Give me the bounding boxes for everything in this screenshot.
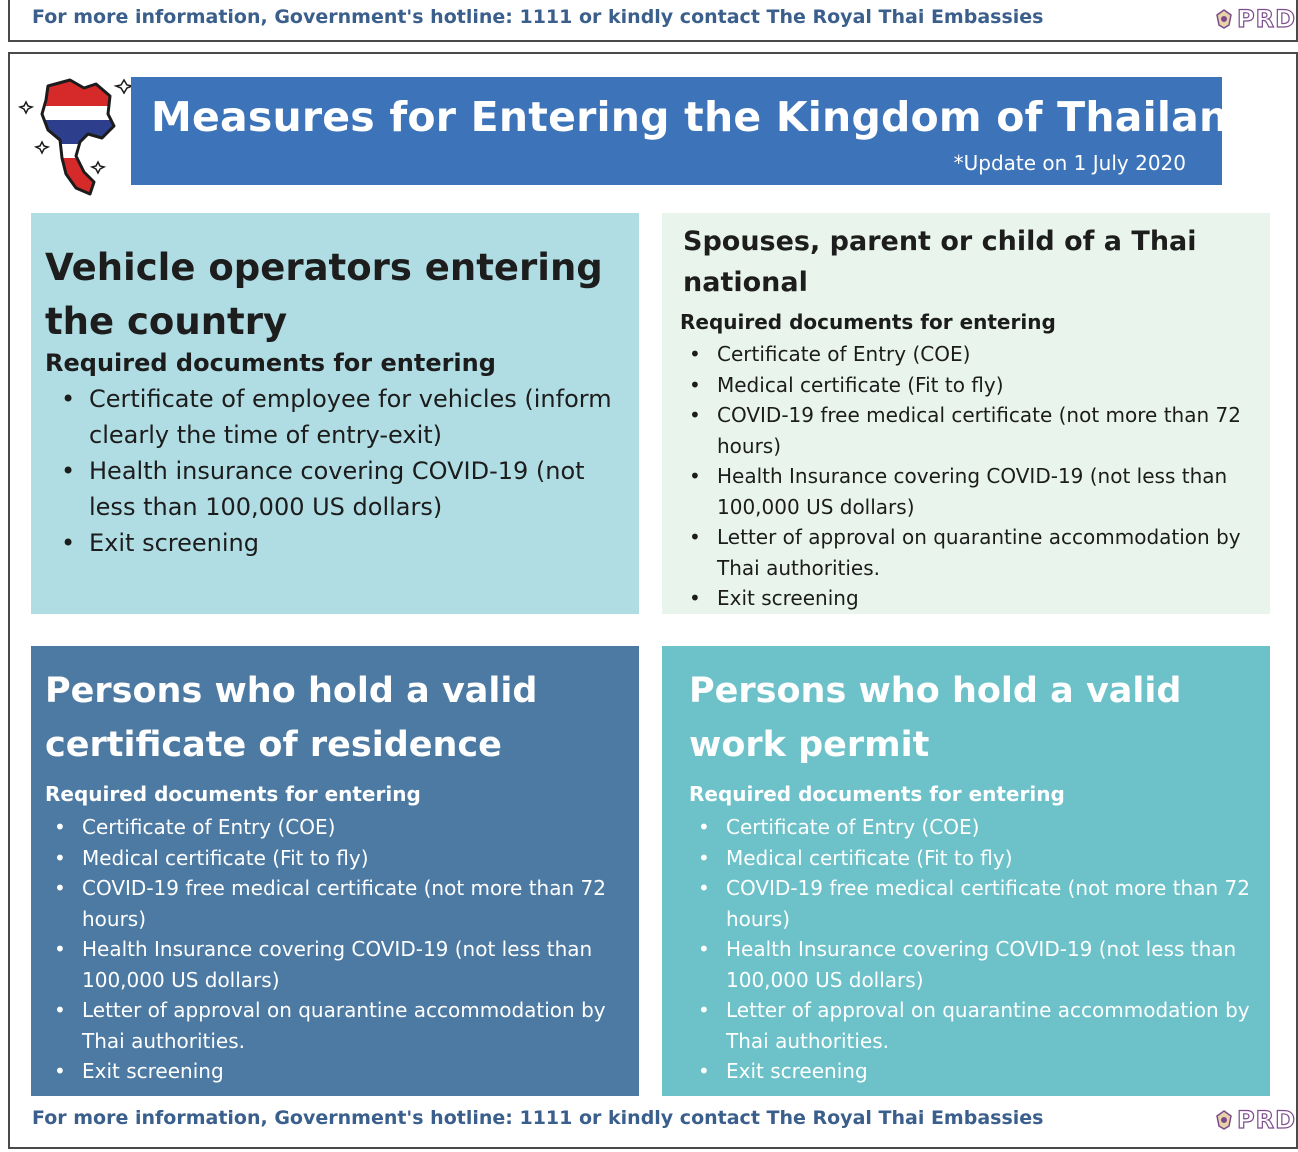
list-item: • Medical certificate (Fit to fly) (726, 843, 1266, 874)
panel-heading: Persons who hold a valid certificate of residence (45, 671, 538, 765)
requirements-list (717, 339, 1262, 614)
panel-subheading: Required documents for entering (45, 349, 496, 377)
list-item: • Certificate of employee for vehicles (inform clearly the time of entry-exit) (89, 381, 629, 453)
panel-heading: Persons who hold a valid work permit (689, 671, 1182, 765)
requirements-list (82, 812, 622, 1087)
list-item: • Medical certificate (Fit to fly) (717, 370, 1262, 401)
list-item: • Letter of approval on quarantine accommodation by Thai authorities. (717, 522, 1262, 583)
list-item: • Certificate of Entry (COE) (717, 339, 1262, 370)
panel-subheading: Required documents for entering (689, 782, 1065, 806)
list-item: • Exit screening (717, 583, 1262, 614)
list-item: • Exit screening (726, 1056, 1266, 1087)
list-item: • Certificate of Entry (COE) (82, 812, 622, 843)
top-hotline-text: For more information, Government's hotline: 1111 or kindly contact The Royal Thai Embassies (32, 6, 1044, 28)
list-item: • Health Insurance covering COVID-19 (not less than 100,000 US dollars) (726, 934, 1266, 995)
list-item: • Exit screening (89, 525, 629, 561)
vehicle-operators-panel (31, 213, 639, 614)
prd-logo-text: PRD (1237, 1106, 1296, 1134)
prd-logo-text: PRD (1237, 5, 1296, 33)
bottom-hotline-text: For more information, Government's hotline: 1111 or kindly contact The Royal Thai Embassies (32, 1107, 1044, 1129)
prd-logo-top (1215, 5, 1296, 33)
list-item: • COVID-19 free medical certificate (not more than 72 hours) (726, 873, 1266, 934)
prd-logo-icon (1215, 1110, 1233, 1130)
list-item: • COVID-19 free medical certificate (not more than 72 hours) (82, 873, 622, 934)
list-item: • Medical certificate (Fit to fly) (82, 843, 622, 874)
panel-subheading: Required documents for entering (45, 782, 421, 806)
page-title: Measures for Entering the Kingdom of Thailand (151, 93, 1258, 141)
list-item: • Letter of approval on quarantine accommodation by Thai authorities. (726, 995, 1266, 1056)
thailand-flag-map-icon (18, 76, 136, 200)
list-item: • Exit screening (82, 1056, 622, 1087)
panel-heading: Spouses, parent or child of a Thai national (683, 226, 1197, 298)
list-item: • Health insurance covering COVID-19 (not less than 100,000 US dollars) (89, 453, 629, 525)
list-item: • Letter of approval on quarantine accommodation by Thai authorities. (82, 995, 622, 1056)
update-note: *Update on 1 July 2020 (953, 151, 1186, 175)
spouses-parent-child-panel (662, 213, 1270, 614)
prd-logo-icon (1215, 9, 1233, 29)
list-item: • COVID-19 free medical certificate (not more than 72 hours) (717, 400, 1262, 461)
list-item: • Certificate of Entry (COE) (726, 812, 1266, 843)
list-item: • Health Insurance covering COVID-19 (not less than 100,000 US dollars) (82, 934, 622, 995)
panel-heading: Vehicle operators entering the country (45, 246, 603, 343)
work-permit-panel (662, 646, 1270, 1096)
panel-subheading: Required documents for entering (680, 310, 1056, 334)
requirements-list (726, 812, 1266, 1087)
requirements-list (89, 381, 629, 561)
list-item: • Health Insurance covering COVID-19 (not less than 100,000 US dollars) (717, 461, 1262, 522)
certificate-of-residence-panel (31, 646, 639, 1096)
title-banner (131, 77, 1258, 185)
prd-logo-bottom (1215, 1106, 1296, 1134)
